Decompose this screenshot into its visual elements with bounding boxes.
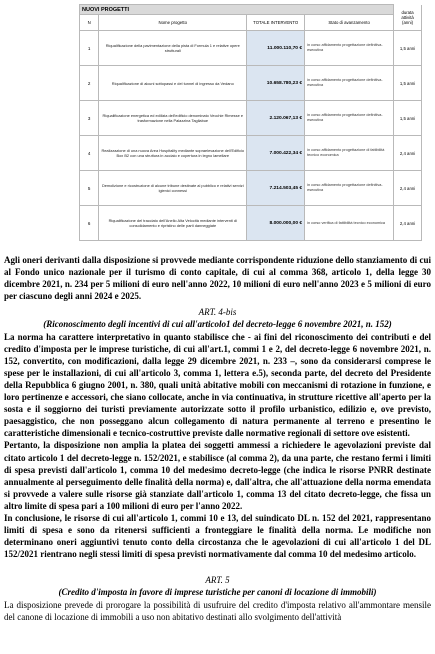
table-row: [80, 136, 422, 171]
index-header: N: [80, 15, 99, 31]
table-row: [80, 206, 422, 241]
project-name: Riqualificazione di alcuni sottopassi e del tunnel di ingresso da Vedano: [99, 66, 247, 101]
table-row: [80, 171, 422, 206]
project-status: in corso affidamento progettazione definitiva-esecutiva: [305, 171, 394, 206]
paragraph-conclusion: In conclusione, le risorse di cui all'articolo 1, commi 10 e 13, del suindicato DL n. 152 del 2021, rappresentano limiti di spesa e sono da ritenersi sufficienti a fronteggiare le finalità della norma. Le modifiche non determinano oneri aggiuntivi tenuto conto della circostanza che le agevolazioni di cui all'articolo 1 del DL 152/2021 rientrano negli stessi limiti di spesa previsti normativamente dal comma 10 del medesimo articolo.: [4, 512, 431, 560]
table-row: [80, 31, 422, 66]
project-status: in corso affidamento progettazione definitiva-esecutiva: [305, 31, 394, 66]
art5-heading: ART. 5: [205, 575, 230, 586]
paragraph-tax-credit: La disposizione prevede di prorogare la possibilità di usufruire del credito d'imposta relativo all'ammontare mensile del canone di locazione di immobili a uso non abitativo destinati allo svolgimento dell'attività: [4, 599, 431, 622]
projects-table: [79, 4, 422, 241]
project-total: 10.658.780,23 €: [247, 66, 305, 101]
paragraph-interpretive: La norma ha carattere interpretativo in quanto stabilisce che - ai fini del riconoscimento dei contributi e del credito d'imposta per le imprese turistiche, di cui all'art.1, commi 1 e 2, del decreto-legge 6 novembre 2021, n. 152, convertito, con modificazioni, dalla legge 29 dicembre 2021, n. 233 –, sono da considerarsi comprese le spese per le installazioni, di cui all'articolo 3, comma 1, lettera e.5), seconda parte, del decreto del Presidente della Repubblica 6 giugno 2001, n. 380, quali unità abitative mobili con meccanismi di rotazione in funzione, e loro pertinenze e accessori, che siano collocate, anche in via continuativa, in strutture ricettive all'aperto per la sosta e il soggiorno dei turisti previamente autorizzate sotto il profilo urbanistico, edilizio e, ove previsto, paesaggistico, che non posseggano alcun collegamento di natura permanente al terreno e presentino le caratteristiche dimensionali e tecnico-costruttive previste dalle normative regionali di settore ove esistenti.: [4, 331, 431, 439]
project-name: Riqualificazione del tracciato dell'Anello Alta Velocità mediante interventi di consolidamento e ripristino delle parti danneggiate: [99, 206, 247, 241]
project-total: 7.000.422,34 €: [247, 136, 305, 171]
project-status: in corso affidamento progettazione di fattibilità tecnico economica: [305, 136, 394, 171]
project-name: Riqualificazione energetica ed edilizia dell'edificio denominato Vecchie Rimesse e trasformazione nella Palazzina Tagliabue: [99, 101, 247, 136]
project-total: 11.000.110,70 €: [247, 31, 305, 66]
project-duration: 1,5 anni: [394, 66, 422, 101]
row-number: 5: [80, 171, 99, 206]
project-duration: 2,4 anni: [394, 171, 422, 206]
project-total: 8.000.000,00 €: [247, 206, 305, 241]
table-title: NUOVI PROGETTI: [80, 5, 394, 15]
document-body: [4, 254, 431, 623]
project-total: 7.214.503,45 €: [247, 171, 305, 206]
project-status: in corso affidamento progettazione definitiva-esecutiva: [305, 66, 394, 101]
art4bis-subheading: (Riconoscimento degli incentivi di cui all'articolo1 del decreto-legge 6 novembre 2021, n. 152): [43, 319, 392, 330]
project-name: Realizzazione di una nuova Area Hospitality mediante sopraelevazione dell'Edificio Box B2 con una struttura in acciaio e copertura in legno lamellare: [99, 136, 247, 171]
duration-header: durata attività (anni): [394, 5, 422, 31]
row-number: 2: [80, 66, 99, 101]
project-duration: 1,5 anni: [394, 101, 422, 136]
table-row: [80, 101, 422, 136]
project-status: in corso affidamento progettazione definitiva-esecutiva: [305, 101, 394, 136]
row-number: 6: [80, 206, 99, 241]
total-header: TOTALE INTERVENTO: [247, 15, 305, 31]
paragraph-funding: Agli oneri derivanti dalla disposizione si provvede mediante corrispondente riduzione dello stanziamento di cui al Fondo unico nazionale per il turismo di conto capitale, di cui al comma 368, articolo 1, della legge 30 dicembre 2021, n. 234 per 5 milioni di euro nell'anno 2022, 10 milioni di euro nell'anno 2023 e 5 milioni di euro per ciascuno degli anni 2024 e 2025.: [4, 255, 431, 302]
row-number: 4: [80, 136, 99, 171]
project-duration: 2,4 anni: [394, 136, 422, 171]
project-status: in corso verifica di fattibilità tecnico economica: [305, 206, 394, 241]
project-name: Demolizione e ricostruzione di alcune tribune destinate al pubblico e relativi servizi igienici connessi: [99, 171, 247, 206]
table-row: [80, 66, 422, 101]
project-duration: 1,5 anni: [394, 31, 422, 66]
projects-table-image: [79, 4, 422, 245]
row-number: 1: [80, 31, 99, 66]
name-header: Nome progetto: [99, 15, 247, 31]
project-name: Riqualificazione della pavimentazione della pista di Formula 1 e relative opere strutturali: [99, 31, 247, 66]
project-total: 2.120.067,13 €: [247, 101, 305, 136]
art4bis-heading: ART. 4-bis: [198, 307, 237, 318]
project-duration: 2,4 anni: [394, 206, 422, 241]
status-header: Stato di avanzamento: [305, 15, 394, 31]
art5-subheading: (Credito d'imposta in favore di imprese turistiche per canoni di locazione di immobili): [58, 587, 377, 598]
row-number: 3: [80, 101, 99, 136]
paragraph-therefore: Pertanto, la disposizione non amplia la platea dei soggetti ammessi a richiedere le agevolazioni previste dal citato articolo 1 del decreto-legge n. 152/2021, e stabilisce (al comma 2), da una parte, che restano fermi i limiti di spesa previsti dall'articolo 1, comma 10 del medesimo decreto-legge (che indica le risorse PNRR destinate annualmente al perseguimento delle finalità della norma) e, dall'altra, che all'attuazione della norma emendata si provvede a valere sulle risorse già stanziate dall'articolo 1, comma 13 del citato decreto-legge, che fissa un altro limite di spesa pari a 100 milioni di euro per l'anno 2022.: [4, 440, 431, 511]
